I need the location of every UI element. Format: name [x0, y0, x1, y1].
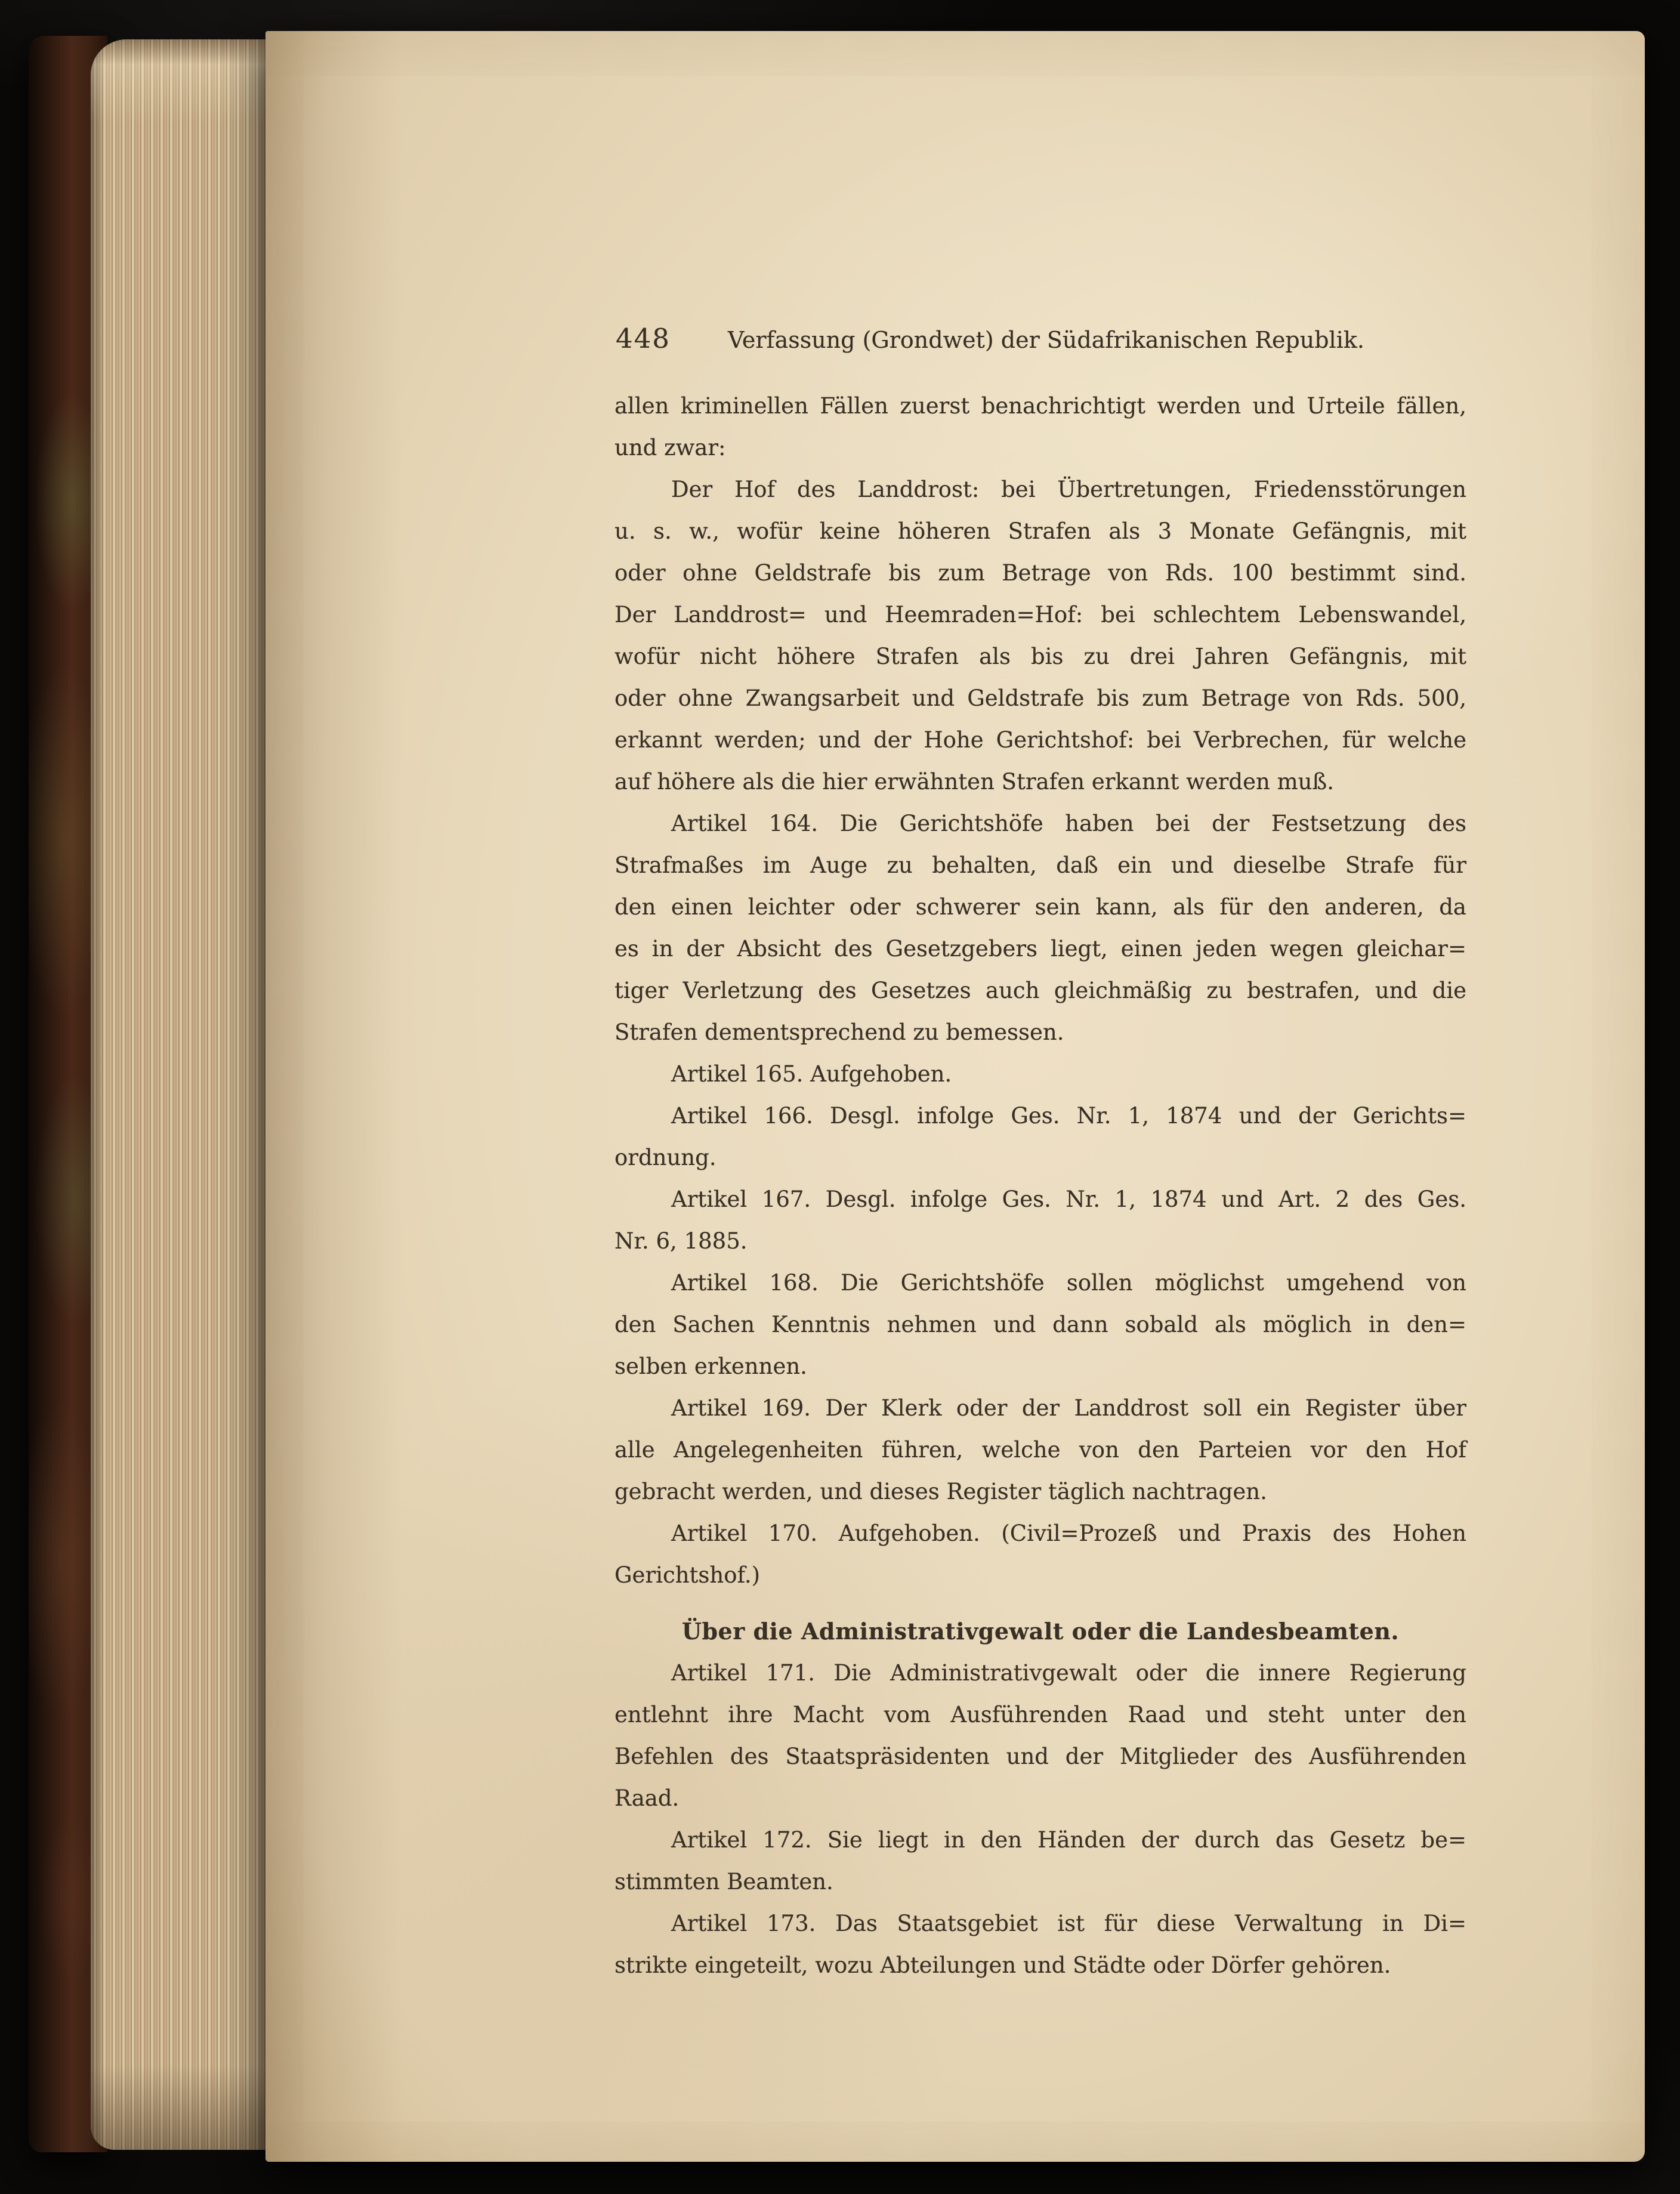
text-line: selben erkennen.	[614, 1354, 807, 1379]
text-line: Der Hof des Landdrost: bei Übertretungen, Friedensstörungen	[671, 477, 1466, 502]
text-line: auf höhere als die hier erwähnten Strafen erkannt werden muß.	[614, 769, 1334, 795]
paragraph	[614, 1513, 1466, 1596]
text-line: Artikel 170. Aufgehoben. (Civil=Prozeß und Praxis des Hohen	[671, 1521, 1466, 1546]
paragraph	[614, 385, 1466, 469]
paragraph	[614, 469, 1466, 803]
paragraph	[614, 1903, 1466, 1986]
text-line: Nr. 6, 1885.	[614, 1228, 748, 1254]
gutter-shadow	[265, 31, 403, 2162]
text-line: Befehlen des Staatspräsidenten und der Mitglieder des Ausführenden	[614, 1744, 1466, 1769]
text-line: Artikel 171. Die Administrativgewalt oder die innere Regierung	[671, 1660, 1466, 1686]
text-line: oder ohne Zwangsarbeit und Geldstrafe bis zum Betrage von Rds. 500,	[614, 685, 1466, 711]
text-line: den Sachen Kenntnis nehmen und dann sobald als möglich in den=	[614, 1312, 1466, 1337]
book-page	[265, 31, 1645, 2162]
paragraph	[614, 1388, 1466, 1513]
text-line: wofür nicht höhere Strafen als bis zu drei Jahren Gefängnis, mit	[614, 644, 1466, 669]
text-line: strikte eingeteilt, wozu Abteilungen und Städte oder Dörfer gehören.	[614, 1952, 1391, 1978]
running-header	[614, 322, 1466, 357]
section-heading: Über die Administrativgewalt oder die Landesbeamten.	[681, 1618, 1400, 1645]
paragraph	[614, 1652, 1466, 1819]
text-line: Raad.	[614, 1785, 680, 1811]
text-line: Artikel 168. Die Gerichtshöfe sollen möglichst umgehend von	[671, 1270, 1466, 1296]
paragraph	[614, 1262, 1466, 1388]
paragraph	[614, 1819, 1466, 1903]
text-line: es in der Absicht des Gesetzgebers liegt, einen jeden wegen gleichar=	[614, 936, 1466, 962]
text-line: erkannt werden; und der Hohe Gerichtshof: bei Verbrechen, für welche	[614, 727, 1466, 753]
text-line: ordnung.	[614, 1145, 717, 1170]
text-line: Artikel 164. Die Gerichtshöfe haben bei der Festsetzung des	[671, 811, 1466, 836]
text-line: den einen leichter oder schwerer sein kann, als für den anderen, da	[614, 894, 1466, 920]
paragraph	[614, 1095, 1466, 1179]
text-line: Strafen dementsprechend zu bemessen.	[614, 1019, 1064, 1045]
text-line: allen kriminellen Fällen zuerst benachrichtigt werden und Urteile fällen,	[614, 393, 1466, 419]
text-line: Gerichtshof.)	[614, 1562, 761, 1588]
text-line: oder ohne Geldstrafe bis zum Betrage von Rds. 100 bestimmt sind.	[614, 560, 1466, 586]
running-title: Verfassung (Grondwet) der Südafrikanischen Republik.	[727, 327, 1364, 353]
right-page-edge	[1651, 66, 1672, 2112]
text-line: und zwar:	[614, 435, 726, 461]
text-line: alle Angelegenheiten führen, welche von den Parteien vor den Hof	[614, 1437, 1466, 1463]
text-column	[614, 322, 1466, 1986]
text-line: Artikel 167. Desgl. infolge Ges. Nr. 1, 1874 und Art. 2 des Ges.	[671, 1186, 1466, 1212]
paragraph	[614, 1179, 1466, 1262]
text-line: entlehnt ihre Macht vom Ausführenden Raad und steht unter den	[614, 1702, 1466, 1728]
text-line: Der Landdrost= und Heemraden=Hof: bei schlechtem Lebenswandel,	[614, 602, 1466, 628]
text-line: Strafmaßes im Auge zu behalten, daß ein und dieselbe Strafe für	[614, 852, 1466, 878]
text-line: Artikel 173. Das Staatsgebiet ist für diese Verwaltung in Di=	[671, 1911, 1466, 1936]
page-edges-stack	[91, 39, 270, 2150]
text-line: Artikel 172. Sie liegt in den Händen der durch das Gesetz be=	[671, 1827, 1466, 1853]
text-line: u. s. w., wofür keine höheren Strafen als 3 Monate Gefängnis, mit	[614, 518, 1466, 544]
text-body	[614, 385, 1466, 1986]
paragraph	[614, 1053, 1466, 1095]
text-line: Artikel 166. Desgl. infolge Ges. Nr. 1, 1874 und der Gerichts=	[671, 1103, 1466, 1129]
page-number: 448	[616, 323, 671, 354]
text-line: stimmten Beamten.	[614, 1869, 833, 1895]
text-line: Artikel 169. Der Klerk oder der Landdrost soll ein Register über	[671, 1395, 1466, 1421]
text-line: Artikel 165. Aufgehoben.	[671, 1061, 952, 1087]
text-line: tiger Verletzung des Gesetzes auch gleichmäßig zu bestrafen, und die	[614, 978, 1466, 1003]
text-line: gebracht werden, und dieses Register täglich nachtragen.	[614, 1479, 1267, 1504]
paragraph	[614, 803, 1466, 1053]
